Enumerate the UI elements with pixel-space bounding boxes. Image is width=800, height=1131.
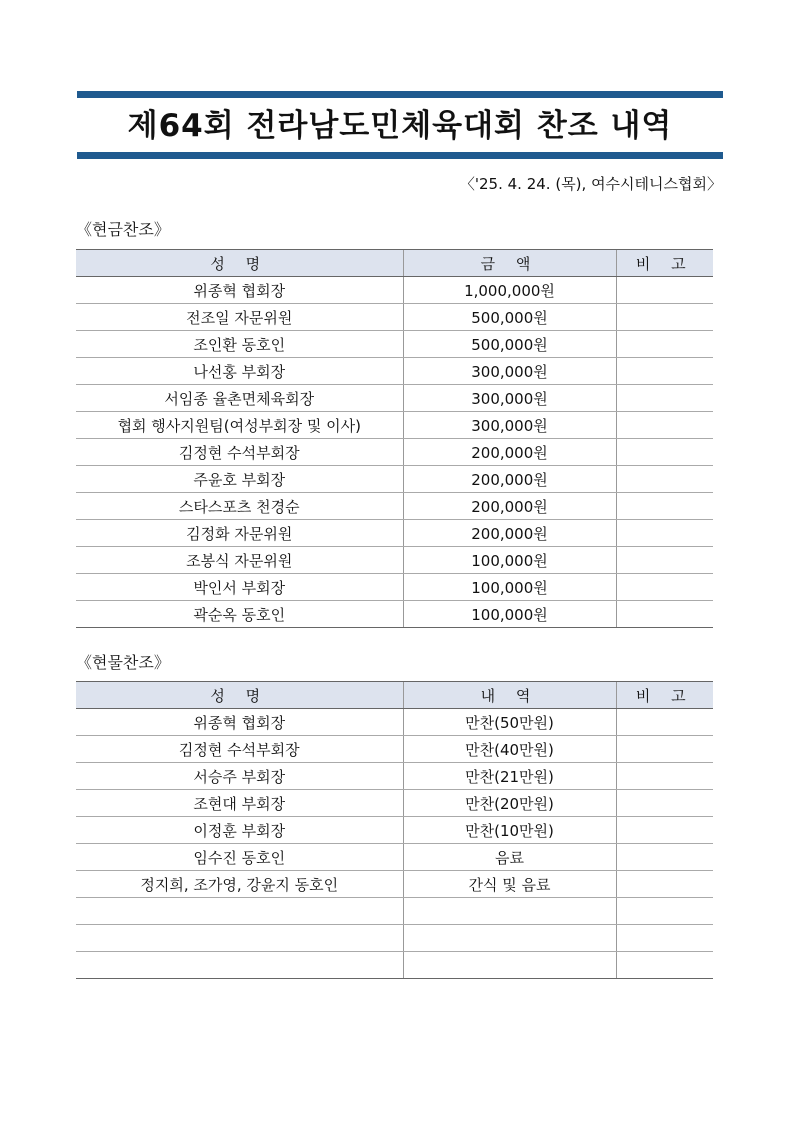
table-row [76, 952, 713, 979]
goods-table [76, 681, 713, 979]
note-cell [616, 331, 713, 358]
cash-section-label: 《현금찬조》 [76, 220, 170, 239]
amount-cell: 500,000원 [403, 304, 616, 331]
note-cell [616, 925, 713, 952]
donor-name-cell: 나선홍 부회장 [76, 358, 403, 385]
detail-cell [403, 925, 616, 952]
col-header-note: 비 고 [616, 682, 713, 709]
table-row [76, 817, 713, 844]
table-row [76, 574, 713, 601]
donor-name-cell: 이정훈 부회장 [76, 817, 403, 844]
amount-cell: 300,000원 [403, 358, 616, 385]
table-row [76, 871, 713, 898]
detail-cell [403, 952, 616, 979]
table-row [76, 925, 713, 952]
note-cell [616, 601, 713, 628]
detail-cell: 간식 및 음료 [403, 871, 616, 898]
amount-cell: 500,000원 [403, 331, 616, 358]
note-cell [616, 871, 713, 898]
amount-cell: 200,000원 [403, 466, 616, 493]
donor-name-cell: 곽순옥 동호인 [76, 601, 403, 628]
donor-name-cell: 위종혁 협회장 [76, 277, 403, 304]
note-cell [616, 493, 713, 520]
note-cell [616, 547, 713, 574]
table-row [76, 844, 713, 871]
note-cell [616, 358, 713, 385]
note-cell [616, 385, 713, 412]
note-cell [616, 574, 713, 601]
page-title: 제64회 전라남도민체육대회 찬조 내역 [127, 108, 673, 144]
note-cell [616, 304, 713, 331]
note-cell [616, 439, 713, 466]
table-row [76, 439, 713, 466]
amount-cell: 300,000원 [403, 385, 616, 412]
table-row [76, 763, 713, 790]
detail-cell: 만찬(50만원) [403, 709, 616, 736]
donor-name-cell: 서승주 부회장 [76, 763, 403, 790]
note-cell [616, 844, 713, 871]
amount-cell: 200,000원 [403, 520, 616, 547]
amount-cell: 300,000원 [403, 412, 616, 439]
donor-name-cell [76, 898, 403, 925]
table-row [76, 331, 713, 358]
col-header-name: 성 명 [76, 250, 403, 277]
col-header-note: 비 고 [616, 250, 713, 277]
donor-name-cell: 박인서 부회장 [76, 574, 403, 601]
note-cell [616, 466, 713, 493]
donor-name-cell: 위종혁 협회장 [76, 709, 403, 736]
detail-cell [403, 898, 616, 925]
note-cell [616, 817, 713, 844]
donor-name-cell: 조현대 부회장 [76, 790, 403, 817]
col-header-detail: 내 역 [403, 682, 616, 709]
donor-name-cell [76, 925, 403, 952]
table-row [76, 520, 713, 547]
table-row [76, 412, 713, 439]
donor-name-cell: 전조일 자문위원 [76, 304, 403, 331]
donor-name-cell: 임수진 동호인 [76, 844, 403, 871]
table-row [76, 709, 713, 736]
table-row [76, 358, 713, 385]
donor-name-cell: 김정현 수석부회장 [76, 439, 403, 466]
note-cell [616, 790, 713, 817]
cash-table [76, 249, 713, 628]
donor-name-cell: 협회 행사지원팀(여성부회장 및 이사) [76, 412, 403, 439]
table-row [76, 277, 713, 304]
table-row [76, 547, 713, 574]
donor-name-cell [76, 952, 403, 979]
table-row [76, 493, 713, 520]
detail-cell: 만찬(10만원) [403, 817, 616, 844]
amount-cell: 100,000원 [403, 601, 616, 628]
table-row [76, 466, 713, 493]
note-cell [616, 412, 713, 439]
note-cell [616, 277, 713, 304]
donor-name-cell: 정지희, 조가영, 강윤지 동호인 [76, 871, 403, 898]
table-row [76, 304, 713, 331]
goods-section-label: 《현물찬조》 [76, 653, 170, 672]
cash-table-header [76, 250, 713, 277]
detail-cell: 만찬(40만원) [403, 736, 616, 763]
table-row [76, 385, 713, 412]
donor-name-cell: 김정현 수석부회장 [76, 736, 403, 763]
table-row [76, 790, 713, 817]
title-top-rule [77, 91, 723, 98]
donor-name-cell: 서임종 율촌면체육회장 [76, 385, 403, 412]
title-bottom-rule [77, 152, 723, 159]
donor-name-cell: 스타스포츠 천경순 [76, 493, 403, 520]
note-cell [616, 709, 713, 736]
donor-name-cell: 조봉식 자문위원 [76, 547, 403, 574]
donor-name-cell: 김정화 자문위원 [76, 520, 403, 547]
detail-cell: 만찬(21만원) [403, 763, 616, 790]
table-row [76, 736, 713, 763]
amount-cell: 100,000원 [403, 547, 616, 574]
donor-name-cell: 조인환 동호인 [76, 331, 403, 358]
amount-cell: 1,000,000원 [403, 277, 616, 304]
amount-cell: 100,000원 [403, 574, 616, 601]
dateline: 〈'25. 4. 24. (목), 여수시테니스협회〉 [459, 175, 722, 193]
detail-cell: 음료 [403, 844, 616, 871]
note-cell [616, 898, 713, 925]
table-row [76, 601, 713, 628]
amount-cell: 200,000원 [403, 439, 616, 466]
note-cell [616, 763, 713, 790]
note-cell [616, 520, 713, 547]
note-cell [616, 736, 713, 763]
detail-cell: 만찬(20만원) [403, 790, 616, 817]
col-header-name: 성 명 [76, 682, 403, 709]
donor-name-cell: 주윤호 부회장 [76, 466, 403, 493]
col-header-amount: 금 액 [403, 250, 616, 277]
goods-table-header [76, 682, 713, 709]
note-cell [616, 952, 713, 979]
table-row [76, 898, 713, 925]
amount-cell: 200,000원 [403, 493, 616, 520]
